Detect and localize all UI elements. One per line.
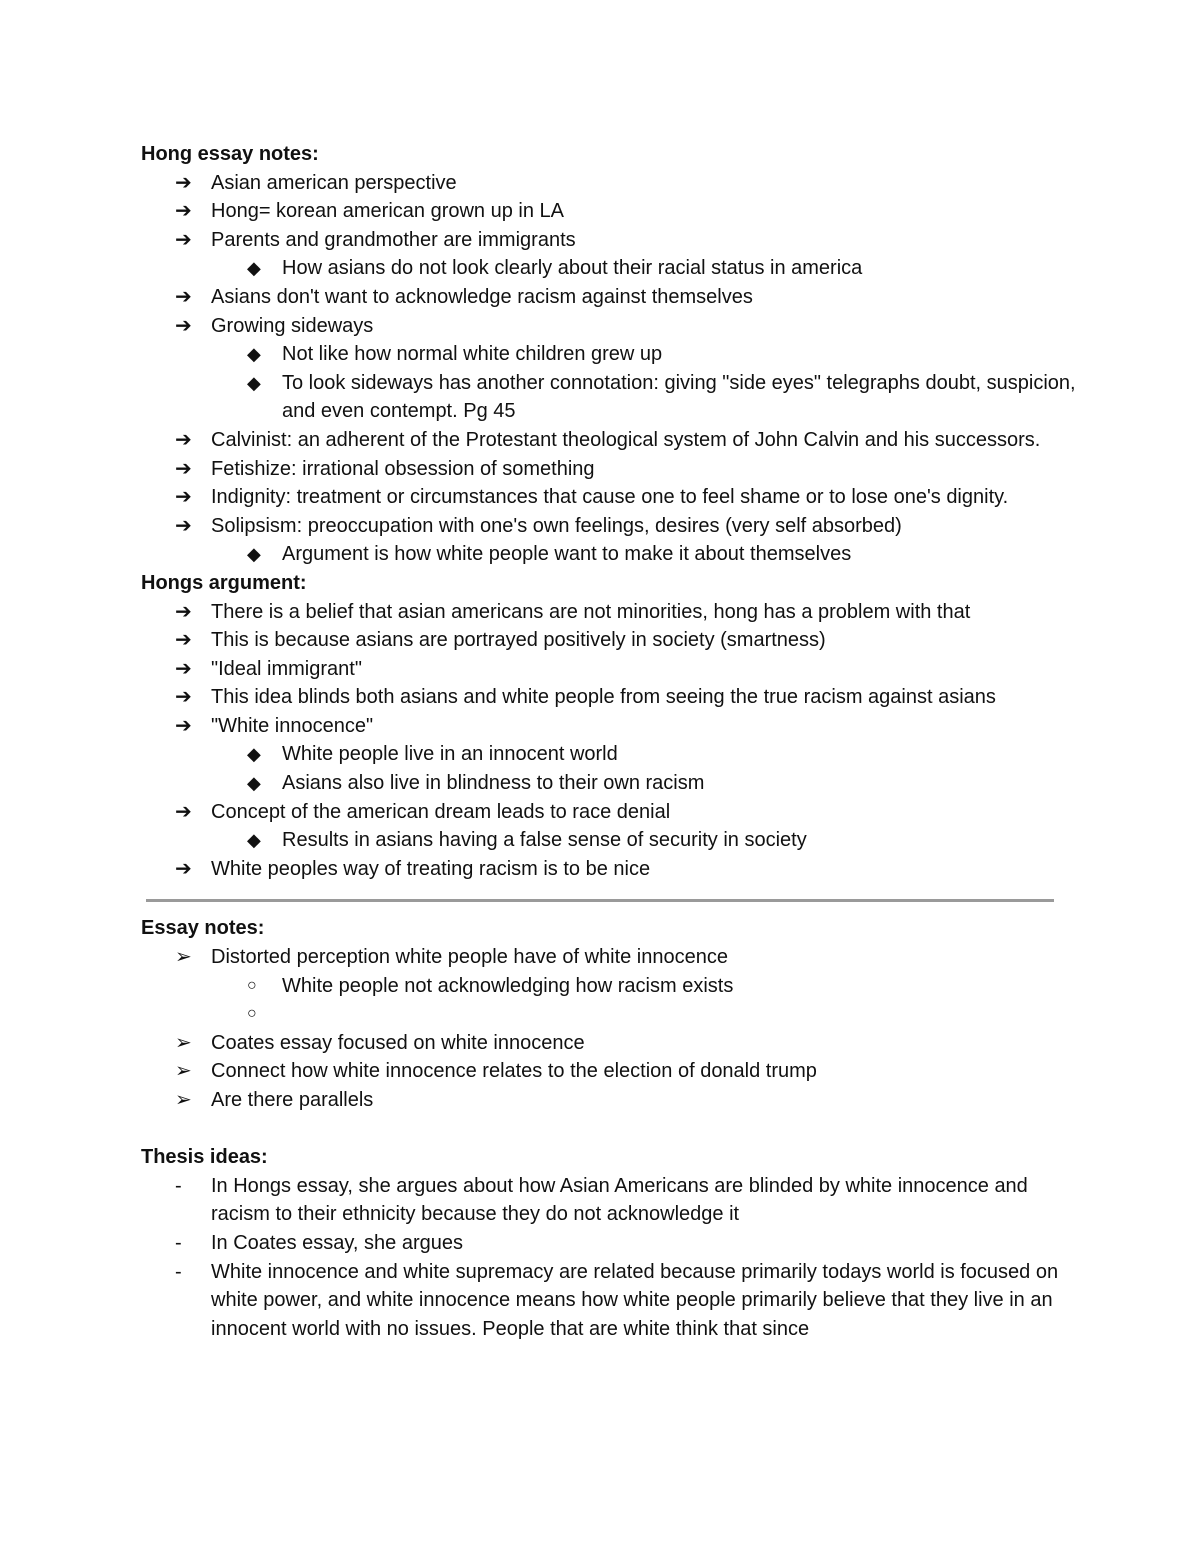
arrow-bullet-icon: ➔ <box>175 629 192 652</box>
dash-bullet-icon: - <box>175 1231 182 1254</box>
list-item-text: Asian american perspective <box>211 171 457 194</box>
section-heading-hong-essay-notes: Hong essay notes: <box>141 143 319 165</box>
list-item <box>141 683 1076 712</box>
arrowhead-bullet-icon: ➢ <box>175 946 192 969</box>
diamond-bullet-icon: ◆ <box>247 372 261 393</box>
thesis-ideas-list <box>141 1172 1076 1344</box>
list-item-text: Parents and grandmother are immigrants <box>211 228 576 251</box>
list-item <box>141 626 1076 655</box>
list-item <box>141 769 1076 798</box>
list-item-text: How asians do not look clearly about their racial status in america <box>282 257 863 280</box>
list-item-text: In Coates essay, she argues <box>211 1231 463 1254</box>
list-item-text: Asians also live in blindness to their own racism <box>282 772 705 795</box>
circle-bullet-icon: ○ <box>247 1005 257 1023</box>
list-item <box>141 1086 1076 1115</box>
list-item-text: To look sideways has another connotation: giving "side eyes" telegraphs doubt, suspicion, and even contempt. Pg 45 <box>282 371 1076 423</box>
list-item-text: White innocence and white supremacy are related because primarily todays world is focused on white power, and white innocence means how white people primarily believe that they live in an innocent world with no issues. People that are white think that since <box>211 1260 1059 1340</box>
list-item <box>141 283 1076 312</box>
list-item-text: This is because asians are portrayed positively in society (smartness) <box>211 629 826 652</box>
list-item-text: Not like how normal white children grew up <box>282 343 663 366</box>
diamond-bullet-icon: ◆ <box>247 258 261 279</box>
arrow-bullet-icon: ➔ <box>175 457 192 480</box>
arrow-bullet-icon: ➔ <box>175 285 192 308</box>
list-item <box>141 169 1076 198</box>
list-item <box>141 455 1076 484</box>
diamond-bullet-icon: ◆ <box>247 344 261 365</box>
notes-content <box>141 140 1076 1343</box>
list-item <box>141 540 1076 569</box>
list-item <box>141 943 1076 972</box>
list-item-text: Hong= korean american grown up in LA <box>211 200 564 223</box>
list-item <box>141 226 1076 255</box>
arrow-bullet-icon: ➔ <box>175 714 192 737</box>
list-item-text: Growing sideways <box>211 314 374 337</box>
arrow-bullet-icon: ➔ <box>175 428 192 451</box>
arrow-bullet-icon: ➔ <box>175 857 192 880</box>
list-item-text: Results in asians having a false sense of security in society <box>282 829 807 852</box>
arrow-bullet-icon: ➔ <box>175 600 192 623</box>
section-heading-essay-notes: Essay notes: <box>141 917 265 940</box>
list-item <box>141 1057 1076 1086</box>
arrow-bullet-icon: ➔ <box>175 800 192 823</box>
section-heading-hongs-argument: Hongs argument: <box>141 571 307 594</box>
list-item-text: Argument is how white people want to make it about themselves <box>282 543 852 566</box>
arrow-bullet-icon: ➔ <box>175 514 192 537</box>
list-item <box>141 1229 1076 1258</box>
circle-bullet-icon: ○ <box>247 976 257 994</box>
arrowhead-bullet-icon: ➢ <box>175 1031 192 1054</box>
list-item <box>141 369 1076 426</box>
list-item <box>141 655 1076 684</box>
diamond-bullet-icon: ◆ <box>247 830 261 851</box>
list-item <box>141 340 1076 369</box>
diamond-bullet-icon: ◆ <box>247 744 261 765</box>
list-item <box>141 254 1076 283</box>
list-item-text: Fetishize: irrational obsession of something <box>211 457 595 480</box>
list-item <box>141 972 1076 1001</box>
list-item-text: Solipsism: preoccupation with one's own feelings, desires (very self absorbed) <box>211 514 902 537</box>
horizontal-divider <box>146 899 1054 902</box>
dash-bullet-icon: - <box>175 1174 182 1197</box>
diamond-bullet-icon: ◆ <box>247 773 261 794</box>
list-item <box>141 312 1076 341</box>
list-item <box>141 483 1076 512</box>
list-item <box>141 1258 1076 1344</box>
list-item-text: "Ideal immigrant" <box>211 657 362 680</box>
list-item-text: White people live in an innocent world <box>282 743 618 766</box>
arrow-bullet-icon: ➔ <box>175 171 192 194</box>
list-item <box>141 712 1076 741</box>
list-item <box>141 1172 1076 1229</box>
list-item-text: Asians don't want to acknowledge racism against themselves <box>211 285 753 308</box>
list-item-text: White peoples way of treating racism is to be nice <box>211 857 651 880</box>
list-item-text: This idea blinds both asians and white people from seeing the true racism against asians <box>211 686 996 709</box>
list-item-text: There is a belief that asian americans are not minorities, hong has a problem with that <box>211 600 971 623</box>
list-item <box>141 826 1076 855</box>
list-item <box>141 798 1076 827</box>
arrow-bullet-icon: ➔ <box>175 314 192 337</box>
list-item-text <box>282 1000 1076 1029</box>
list-item <box>141 512 1076 541</box>
list-item-text: Connect how white innocence relates to the election of donald trump <box>211 1060 817 1083</box>
arrow-bullet-icon: ➔ <box>175 228 192 251</box>
list-item <box>141 855 1076 884</box>
essay-notes-list <box>141 943 1076 1115</box>
list-item <box>141 426 1076 455</box>
list-item <box>141 1000 1076 1029</box>
arrowhead-bullet-icon: ➢ <box>175 1089 192 1111</box>
blank-line <box>141 1115 1076 1144</box>
arrow-bullet-icon: ➔ <box>175 657 192 680</box>
list-item-text: Are there parallels <box>211 1089 374 1111</box>
list-item-text: "White innocence" <box>211 714 374 737</box>
dash-bullet-icon: - <box>175 1260 182 1283</box>
list-item <box>141 197 1076 226</box>
list-item <box>141 1029 1076 1058</box>
hongs-argument-list <box>141 598 1076 884</box>
arrow-bullet-icon: ➔ <box>175 686 192 709</box>
list-item-text: Distorted perception white people have of white innocence <box>211 946 728 969</box>
list-item-text: Calvinist: an adherent of the Protestant theological system of John Calvin and his successors. <box>211 428 1041 451</box>
arrow-bullet-icon: ➔ <box>175 486 192 509</box>
list-item-text: In Hongs essay, she argues about how Asian Americans are blinded by white innocence and racism to their ethnicity because they do not acknowledge it <box>211 1174 1028 1226</box>
list-item <box>141 740 1076 769</box>
arrowhead-bullet-icon: ➢ <box>175 1060 192 1083</box>
hong-notes-list <box>141 169 1076 569</box>
arrow-bullet-icon: ➔ <box>175 200 192 223</box>
list-item-text: Concept of the american dream leads to race denial <box>211 800 671 823</box>
section-heading-thesis-ideas: Thesis ideas: <box>141 1146 268 1169</box>
list-item-text: Coates essay focused on white innocence <box>211 1031 585 1054</box>
list-item <box>141 598 1076 627</box>
diamond-bullet-icon: ◆ <box>247 544 261 565</box>
list-item-text: Indignity: treatment or circumstances that cause one to feel shame or to lose one's dignity. <box>211 486 1009 509</box>
list-item-text: White people not acknowledging how racism exists <box>282 974 734 997</box>
